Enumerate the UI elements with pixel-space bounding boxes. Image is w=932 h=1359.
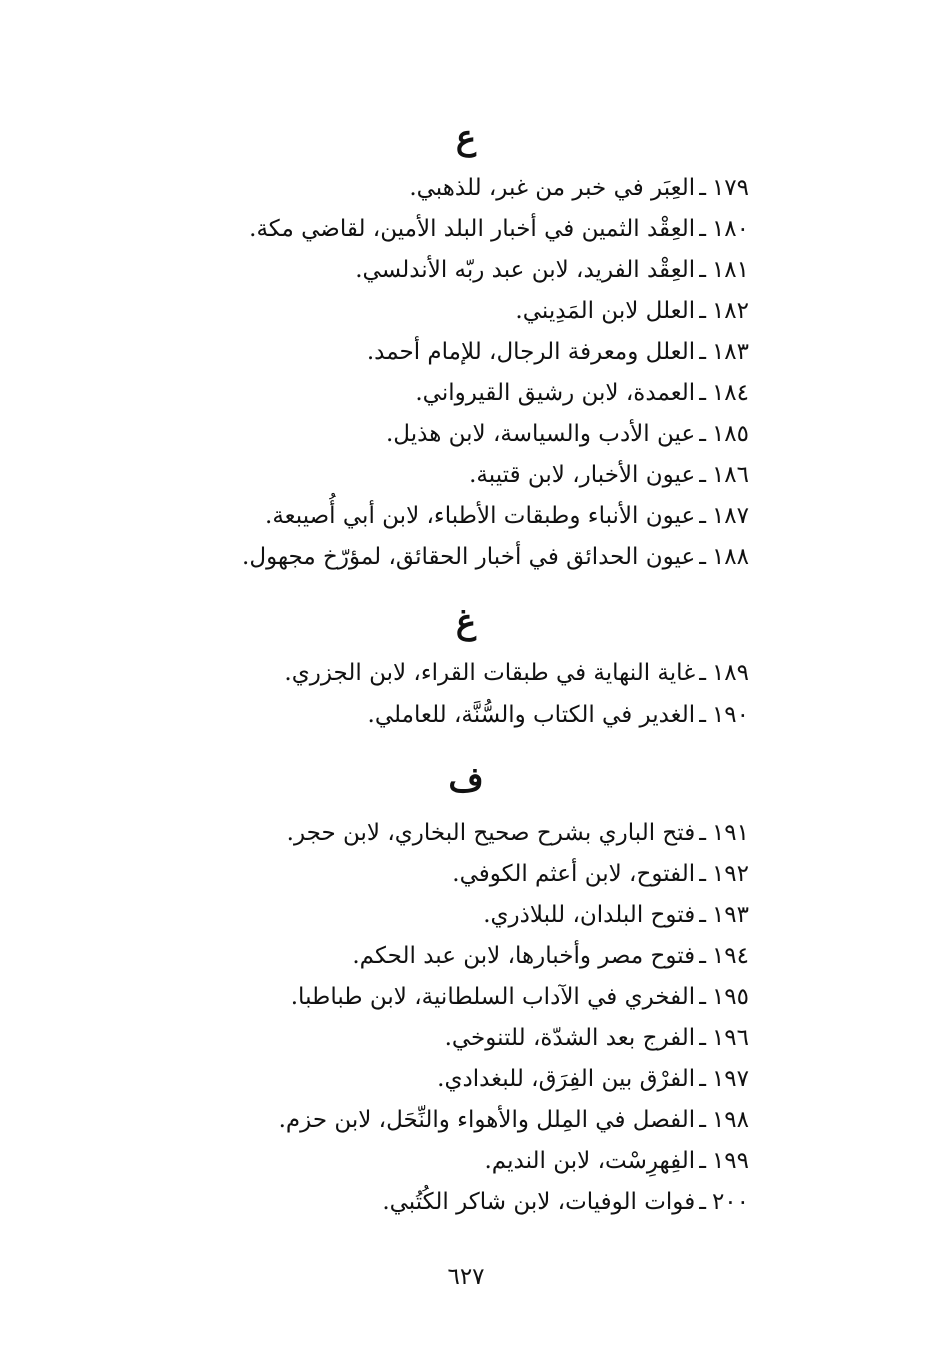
entry-number: ١٩٩: [711, 1148, 749, 1174]
entry-number: ١٩٢: [711, 861, 749, 887]
entry-text: الفتوح، لابن أعثم الكوفي.: [452, 861, 696, 887]
entry-separator: ـ: [699, 503, 706, 529]
entry-194: [189, 938, 749, 974]
entry-separator: ـ: [699, 1107, 706, 1133]
entry-separator: ـ: [699, 943, 706, 969]
entry-text: الفِهرِسْت، لابن النديم.: [484, 1148, 696, 1174]
section-heading-fa: ف: [448, 760, 484, 800]
entry-text: عيون الأنباء وطبقات الأطباء، لابن أبي أُصيبعة.: [265, 503, 696, 529]
entry-number: ١٩٧: [711, 1066, 749, 1092]
entry-text: فوات الوفيات، لابن شاكر الكُتُبي.: [382, 1189, 696, 1215]
entry-text: الفرْق بين الفِرَق، للبغدادي.: [437, 1066, 696, 1092]
entry-number: ١٨٢: [711, 298, 749, 324]
entry-text: العِبَر في خبر من غبر، للذهبي.: [409, 175, 696, 201]
page-number: ٦٢٧: [447, 1264, 485, 1290]
entry-separator: ـ: [699, 216, 706, 242]
entry-198: [189, 1102, 749, 1138]
entry-number: ١٩٤: [711, 943, 749, 969]
entry-200: [189, 1184, 749, 1220]
entry-182: [189, 293, 749, 329]
entry-separator: ـ: [699, 984, 706, 1010]
entry-number: ١٨١: [711, 257, 749, 283]
entry-number: ١٩٠: [711, 702, 749, 728]
entry-number: ١٩٨: [711, 1107, 749, 1133]
entry-separator: ـ: [699, 820, 706, 846]
entry-number: ١٨٨: [711, 544, 749, 570]
entry-195: [189, 979, 749, 1015]
entry-text: فتح الباري بشرح صحيح البخاري، لابن حجر.: [286, 820, 696, 846]
entry-text: عيون الأخبار، لابن قتيبة.: [469, 462, 696, 488]
entry-text: فتوح مصر وأخبارها، لابن عبد الحكم.: [352, 943, 696, 969]
section-heading-ghain: غ: [455, 602, 477, 642]
entry-separator: ـ: [699, 1066, 706, 1092]
entry-199: [189, 1143, 749, 1179]
entry-separator: ـ: [699, 702, 706, 728]
entry-text: الفصل في المِلل والأهواء والنِّحَل، لابن حزم.: [278, 1107, 696, 1133]
entry-number: ١٩٣: [711, 902, 749, 928]
entry-185: [189, 416, 749, 452]
entry-181: [189, 252, 749, 288]
entry-separator: ـ: [699, 257, 706, 283]
entry-number: ١٨٤: [711, 380, 749, 406]
entry-191: [189, 815, 749, 851]
entry-separator: ـ: [699, 175, 706, 201]
entry-192: [189, 856, 749, 892]
entry-separator: ـ: [699, 861, 706, 887]
entry-number: ١٨٣: [711, 339, 749, 365]
entry-separator: ـ: [699, 1148, 706, 1174]
entry-184: [189, 375, 749, 411]
entry-text: فتوح البلدان، للبلاذري.: [483, 902, 696, 928]
entry-number: ٢٠٠: [711, 1189, 749, 1215]
entry-number: ١٩١: [711, 820, 749, 846]
entry-separator: ـ: [699, 462, 706, 488]
entry-separator: ـ: [699, 421, 706, 447]
entry-text: الفرج بعد الشدّة، للتنوخي.: [444, 1025, 696, 1051]
entry-separator: ـ: [699, 660, 706, 686]
entry-180: [189, 211, 749, 247]
entry-text: العلل ومعرفة الرجال، للإمام أحمد.: [366, 339, 696, 365]
entry-text: الغدير في الكتاب والسُّنَّة، للعاملي.: [367, 702, 696, 728]
entry-188: [189, 539, 749, 575]
entry-text: عيون الحدائق في أخبار الحقائق، لمؤرّخ مجهول.: [242, 544, 696, 570]
entry-197: [189, 1061, 749, 1097]
entry-text: العلل لابن المَدِيني.: [515, 298, 696, 324]
entry-separator: ـ: [699, 544, 706, 570]
entry-187: [189, 498, 749, 534]
entry-separator: ـ: [699, 1025, 706, 1051]
entry-number: ١٨٧: [711, 503, 749, 529]
entry-189: [189, 655, 749, 691]
entry-separator: ـ: [699, 380, 706, 406]
entry-186: [189, 457, 749, 493]
entry-number: ١٨٩: [711, 660, 749, 686]
entry-number: ١٧٩: [711, 175, 749, 201]
entry-183: [189, 334, 749, 370]
section-heading-ain: ع: [455, 118, 477, 158]
entry-text: العمدة، لابن رشيق القيرواني.: [415, 380, 696, 406]
entry-separator: ـ: [699, 298, 706, 324]
entry-text: عين الأدب والسياسة، لابن هذيل.: [386, 421, 696, 447]
entry-number: ١٨٦: [711, 462, 749, 488]
entry-text: الفخري في الآداب السلطانية، لابن طباطبا.: [290, 984, 696, 1010]
entry-179: [189, 170, 749, 206]
entry-number: ١٩٦: [711, 1025, 749, 1051]
entry-number: ١٨٠: [711, 216, 749, 242]
entry-text: العِقْد الفريد، لابن عبد ربّه الأندلسي.: [355, 257, 696, 283]
entry-separator: ـ: [699, 902, 706, 928]
entry-separator: ـ: [699, 339, 706, 365]
entry-number: ١٩٥: [711, 984, 749, 1010]
entry-190: [189, 697, 749, 733]
entry-193: [189, 897, 749, 933]
entry-text: غاية النهاية في طبقات القراء، لابن الجزري.: [284, 660, 696, 686]
entry-separator: ـ: [699, 1189, 706, 1215]
entry-196: [189, 1020, 749, 1056]
entry-number: ١٨٥: [711, 421, 749, 447]
entry-text: العِقْد الثمين في أخبار البلد الأمين، لقاضي مكة.: [249, 216, 696, 242]
